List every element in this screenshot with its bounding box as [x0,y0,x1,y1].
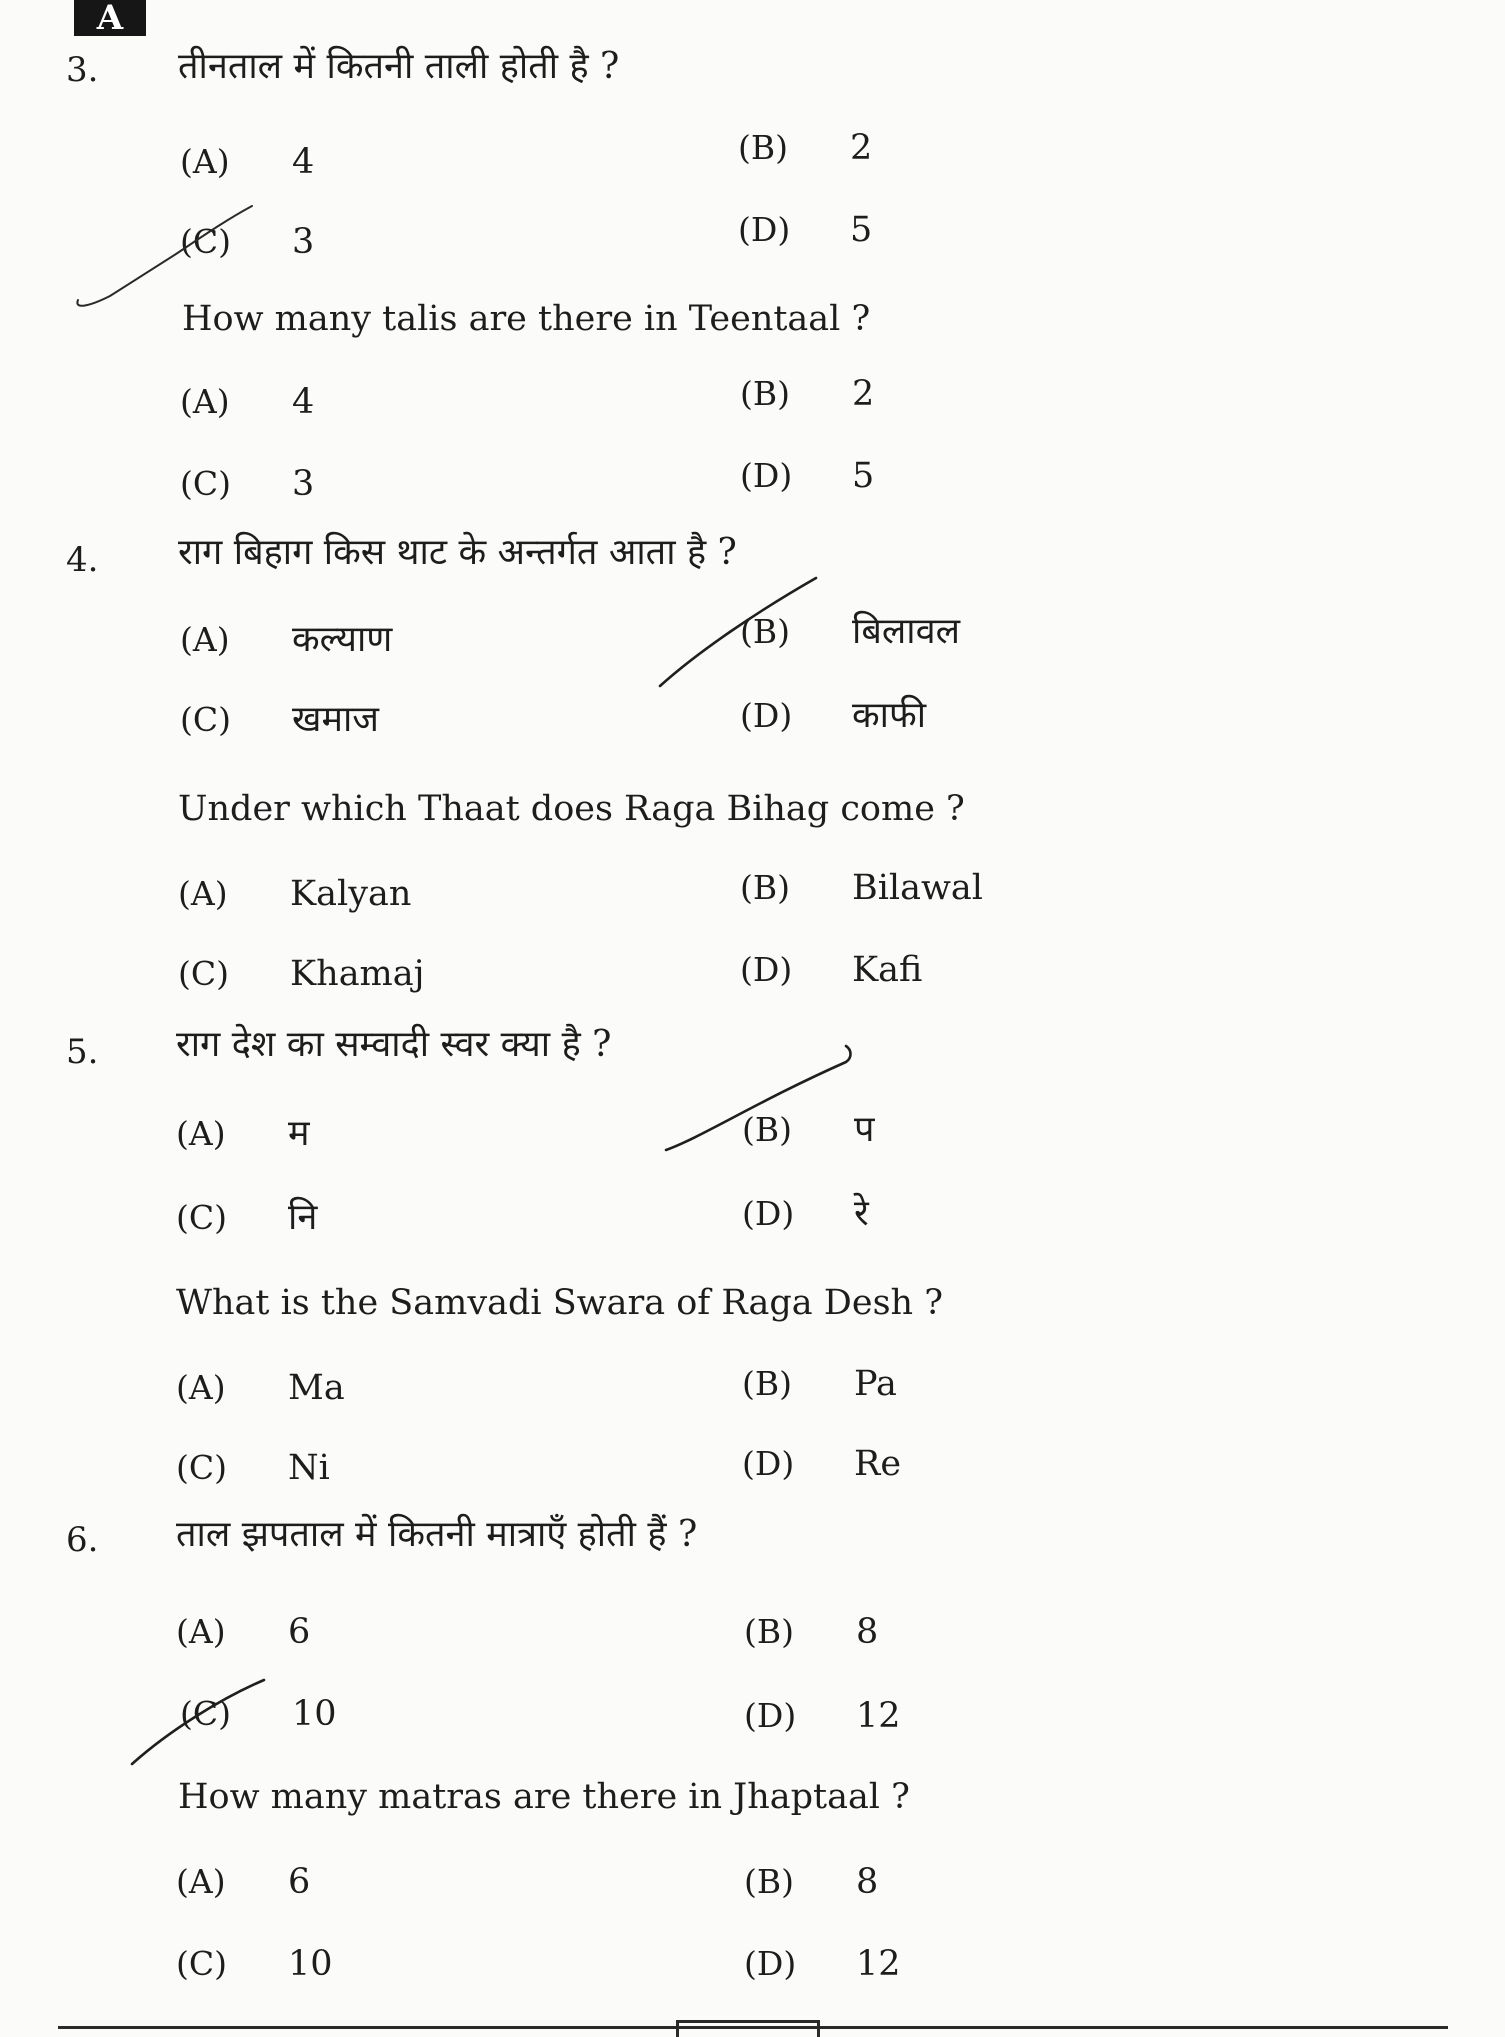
q6-en-option-a[interactable]: (A) 6 [176,1862,311,1902]
q3-hi-option-c[interactable]: (C) 3 [180,222,315,262]
q5-en-option-d[interactable]: (D) Re [742,1444,902,1484]
question-5-text-english: What is the Samvadi Swara of Raga Desh ? [176,1283,943,1323]
q6-hi-option-c[interactable]: (C) 10 [180,1694,337,1734]
q3-hi-option-d[interactable]: (D) 5 [738,210,873,250]
question-4-text-hindi: राग बिहाग किस थाट के अन्तर्गत आता है ? [178,532,737,573]
q5-hi-option-a[interactable]: (A) म [176,1113,310,1154]
q5-hi-option-b[interactable]: (B) प [742,1109,875,1150]
q4-en-option-c[interactable]: (C) Khamaj [178,954,425,994]
q3-en-option-b[interactable]: (B) 2 [740,374,875,414]
q6-en-option-b[interactable]: (B) 8 [744,1862,879,1902]
question-6-text-hindi: ताल झपताल में कितनी मात्राएँ होती हैं ? [176,1514,698,1555]
q4-hi-option-c[interactable]: (C) खमाज [180,699,380,740]
question-5-number: 5. [66,1032,99,1072]
q4-hi-option-d[interactable]: (D) काफी [740,695,927,736]
question-4-text-english: Under which Thaat does Raga Bihag come ? [178,789,965,829]
q5-en-option-a[interactable]: (A) Ma [176,1368,345,1408]
paper-set-tag: A [74,0,146,36]
q5-hi-option-c[interactable]: (C) नि [176,1197,318,1238]
q4-hi-option-b[interactable]: (B) बिलावल [740,611,961,652]
q6-en-option-d[interactable]: (D) 12 [744,1944,901,1984]
q5-hi-option-d[interactable]: (D) रे [742,1193,869,1234]
q5-en-option-c[interactable]: (C) Ni [176,1448,330,1488]
question-3-number: 3. [66,50,99,90]
q4-en-option-d[interactable]: (D) Kafi [740,950,923,990]
q6-hi-option-d[interactable]: (D) 12 [744,1696,901,1736]
question-6-text-english: How many matras are there in Jhaptaal ? [178,1777,910,1817]
q6-en-option-c[interactable]: (C) 10 [176,1944,333,1984]
question-5-text-hindi: राग देश का सम्वादी स्वर क्या है ? [176,1024,612,1065]
q3-en-option-d[interactable]: (D) 5 [740,456,875,496]
q4-en-option-a[interactable]: (A) Kalyan [178,874,412,914]
q6-hi-option-a[interactable]: (A) 6 [176,1612,311,1652]
q4-en-option-b[interactable]: (B) Bilawal [740,868,983,908]
page-number-box [676,2020,820,2037]
question-3-text-english: How many talis are there in Teentaal ? [182,299,871,339]
question-6-number: 6. [66,1520,99,1560]
q3-en-option-c[interactable]: (C) 3 [180,464,315,504]
question-4-number: 4. [66,540,99,580]
question-3-text-hindi: तीनताल में कितनी ताली होती है ? [178,46,620,87]
q6-hi-option-b[interactable]: (B) 8 [744,1612,879,1652]
q3-hi-option-b[interactable]: (B) 2 [738,128,873,168]
q3-hi-option-a[interactable]: (A) 4 [180,142,315,182]
q4-hi-option-a[interactable]: (A) कल्याण [180,619,393,660]
q3-en-option-a[interactable]: (A) 4 [180,382,315,422]
q5-en-option-b[interactable]: (B) Pa [742,1364,897,1404]
